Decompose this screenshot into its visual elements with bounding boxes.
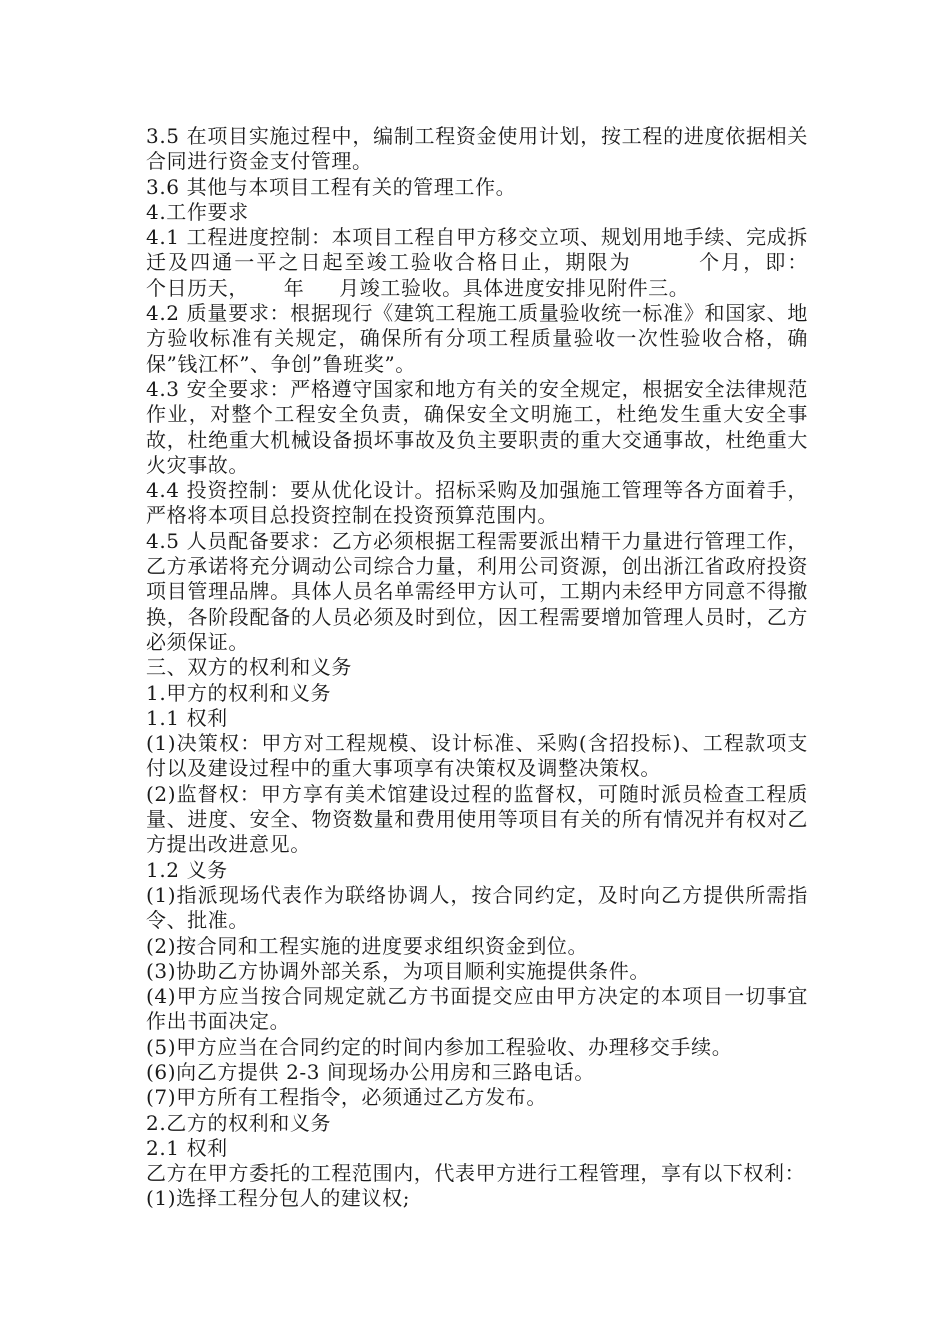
heading-party-a: 1.甲方的权利和义务 [146, 680, 332, 705]
heading-party-a-rights: 1.1 权利 [146, 705, 228, 730]
heading-party-a-obligations: 1.2 义务 [146, 857, 228, 882]
party-a-obligation-1: (1)指派现场代表作为联络协调人，按合同约定，及时向乙方提供所需指令、批准。 [146, 882, 808, 933]
party-a-obligation-2: (2)按合同和工程实施的进度要求组织资金到位。 [146, 933, 589, 958]
party-a-obligation-6: (6)向乙方提供 2-3 间现场办公用房和三路电话。 [146, 1059, 595, 1084]
party-a-obligation-3: (3)协助乙方协调外部关系，为项目顺利实施提供条件。 [146, 958, 650, 983]
party-b-right-1: (1)选择工程分包人的建议权; [146, 1186, 411, 1211]
party-b-rights-intro: 乙方在甲方委托的工程范围内，代表甲方进行工程管理，享有以下权利： [146, 1161, 806, 1186]
party-a-obligation-7: (7)甲方所有工程指令，必须通过乙方发布。 [146, 1085, 547, 1110]
party-a-right-1: (1)决策权：甲方对工程规模、设计标准、采购(含招投标)、工程款项支付以及建设过程中的重大事项享有决策权及调整决策权。 [146, 731, 808, 781]
heading-party-b: 2.乙方的权利和义务 [146, 1110, 332, 1135]
heading-rights-obligations: 三、双方的权利和义务 [146, 655, 352, 680]
document-body [146, 124, 864, 1212]
heading-party-b-rights: 2.1 权利 [146, 1135, 228, 1160]
paragraph-4-3: 4.3 安全要求：严格遵守国家和地方有关的安全规定，根据安全法律规范作业，对整个工程安全负责，确保安全文明施工，杜绝发生重大安全事故，杜绝重大机械设备损坏事故及负主要职责的重大交通事故，杜绝重大火灾事故。 [146, 376, 808, 477]
paragraph-4-5: 4.5 人员配备要求：乙方必须根据工程需要派出精干力量进行管理工作，乙方承诺将充分调动公司综合力量，利用公司资源，创出浙江省政府投资项目管理品牌。具体人员名单需经甲方认可，工期内未经甲方同意不得撤换，各阶段配备的人员必须及时到位，因工程需要增加管理人员时，乙方必须保证。 [146, 528, 808, 654]
paragraph-4-2: 4.2 质量要求：根据现行《建筑工程施工质量验收统一标准》和国家、地方验收标准有关规定，确保所有分项工程质量验收一次性验收合格，确保”钱江杯”、争创”鲁班奖”。 [146, 301, 808, 376]
party-a-right-2: (2)监督权：甲方享有美术馆建设过程的监督权，可随时派员检查工程质量、进度、安全、物资数量和费用使用等项目有关的所有情况并有权对乙方提出改进意见。 [146, 781, 808, 857]
paragraph-4-1: 4.1 工程进度控制：本项目工程自甲方移交立项、规划用地手续、完成拆迁及四通一平之日起至竣工验收合格日止，期限为 个月，即： 个日历天， 年 月竣工验收。具体进度安排见附件三。 [146, 225, 864, 300]
party-a-obligation-5: (5)甲方应当在合同约定的时间内参加工程验收、办理移交手续。 [146, 1034, 733, 1059]
paragraph-3-6: 3.6 其他与本项目工程有关的管理工作。 [146, 174, 517, 199]
paragraph-4-4: 4.4 投资控制：要从优化设计。招标采购及加强施工管理等各方面着手，严格将本项目总投资控制在投资预算范围内。 [146, 478, 808, 528]
party-a-obligation-4: (4)甲方应当按合同规定就乙方书面提交应由甲方决定的本项目一切事宜作出书面决定。 [146, 984, 808, 1034]
heading-work-requirements: 4.工作要求 [146, 199, 249, 224]
paragraph-3-5: 3.5 在项目实施过程中，编制工程资金使用计划，按工程的进度依据相关合同进行资金支付管理。 [146, 124, 808, 174]
